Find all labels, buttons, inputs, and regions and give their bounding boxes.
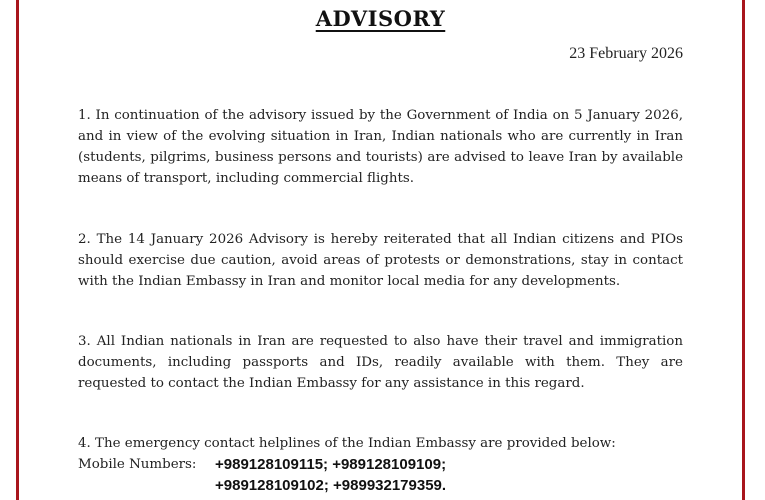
mobile-numbers-list — [215, 454, 446, 496]
document-title: ADVISORY — [315, 6, 446, 31]
left-border — [16, 0, 19, 500]
mobile-numbers — [78, 454, 447, 494]
mobile-numbers-line-2: +989128109102; +989932179359. — [215, 477, 447, 494]
paragraph-1: 1. In continuation of the advisory issued by the Government of India on 5 January 2026, and in view of the evolving situation in Iran, Indian nationals who are currently in Iran (students, pilgrims, business persons and tourists) are advised to leave Iran by available means of transport, including commercial flights. — [78, 108, 683, 186]
document-date: 23 February 2026 — [569, 45, 683, 62]
paragraph-4: 4. The emergency contact helplines of the Indian Embassy are provided below: — [78, 436, 616, 451]
paragraph-2: 2. The 14 January 2026 Advisory is hereby reiterated that all Indian citizens and PIOs should exercise due caution, avoid areas of protests or demonstrations, stay in contact with the Indian Embassy in Iran and monitor local media for any developments. — [78, 232, 683, 289]
right-border — [742, 0, 745, 500]
paragraph-3: 3. All Indian nationals in Iran are requested to also have their travel and immigration documents, including passports and IDs, readily available with them. They are requested to contact the Indian Embassy for any assistance in this regard. — [78, 334, 683, 391]
mobile-numbers-label: Mobile Numbers: — [78, 457, 197, 472]
mobile-numbers-line-1: +989128109115; +989128109109; — [215, 456, 447, 473]
